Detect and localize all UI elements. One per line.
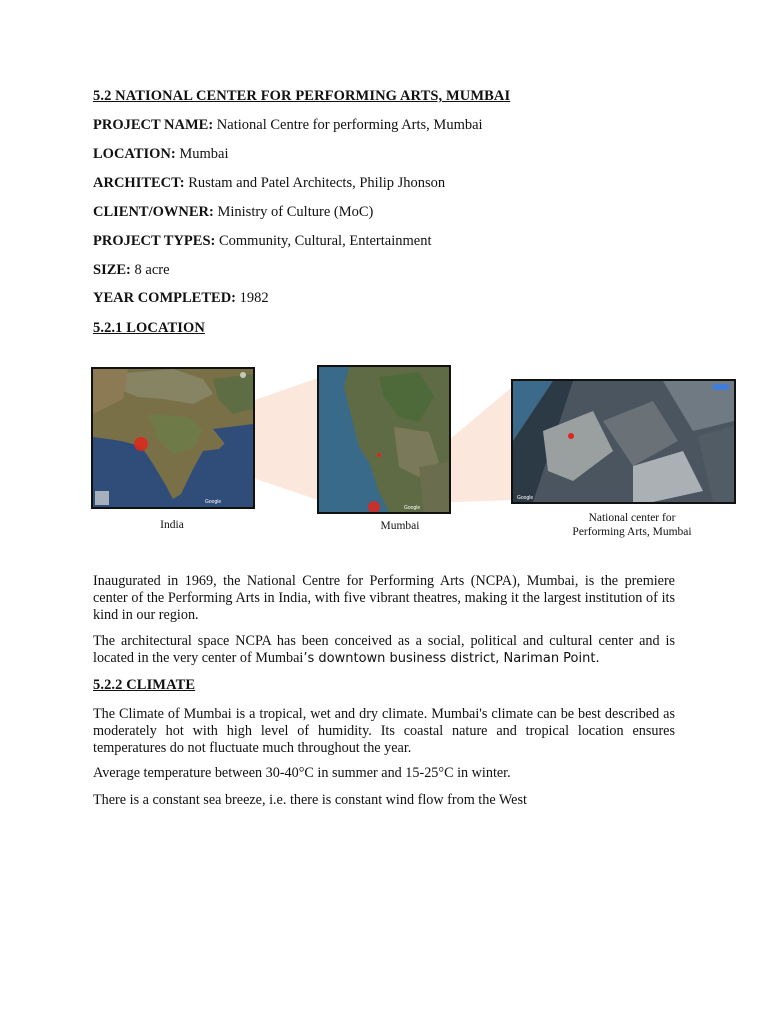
mumbai-satellite-map	[319, 367, 449, 512]
climate-paragraph-1: The Climate of Mumbai is a tropical, wet and dry climate. Mumbai's climate can be best described as moderately hot with high level of humidity. Its coastal nature and tropical location ensures temperatures do not fluctuate much throughout the year.	[93, 706, 675, 756]
field-label: PROJECT TYPES:	[93, 233, 216, 249]
caption-india: India	[160, 519, 184, 531]
india-map-image	[91, 367, 255, 509]
location-paragraph-2-text: The architectural space NCPA has been conceived as a social, political and cultural center and is located in the very center of Mumbai	[93, 633, 675, 666]
mumbai-map-image	[317, 365, 451, 514]
svg-text:Google: Google	[517, 495, 534, 501]
field-value: Community, Cultural, Entertainment	[218, 233, 432, 249]
climate-paragraph-3: There is a constant sea breeze, i.e. there is constant wind flow from the West	[93, 792, 527, 808]
field-value: Mumbai	[179, 146, 229, 162]
ncpa-satellite-map	[513, 381, 734, 502]
caption-ncpa-line1: National center for	[588, 512, 676, 524]
caption-ncpa-line2: Performing Arts, Mumbai	[572, 526, 692, 538]
location-paragraph-2-tail: ’s downtown business district, Nariman Point.	[303, 650, 600, 666]
field-label: SIZE:	[93, 262, 131, 278]
field-label: CLIENT/OWNER:	[93, 204, 214, 220]
climate-title: 5.2.2 CLIMATE	[93, 677, 196, 693]
field-value: 8 acre	[134, 262, 170, 278]
svg-text:Google: Google	[404, 505, 421, 511]
caption-mumbai: Mumbai	[380, 520, 420, 532]
field-label: LOCATION:	[93, 146, 176, 162]
location-paragraph-2	[93, 633, 675, 668]
field-value: Ministry of Culture (MoC)	[217, 204, 374, 220]
field-value: National Centre for performing Arts, Mumbai	[216, 117, 483, 133]
field-value: Rustam and Patel Architects, Philip Jhonson	[188, 175, 446, 191]
field-label: ARCHITECT:	[93, 175, 185, 191]
india-satellite-map	[93, 369, 253, 507]
field-label: YEAR COMPLETED:	[93, 290, 236, 306]
caption-ncpa	[552, 511, 712, 539]
section-title: 5.2 NATIONAL CENTER FOR PERFORMING ARTS, MUMBAI	[93, 88, 511, 104]
svg-text:Google: Google	[205, 499, 222, 505]
mumbai-marker	[134, 437, 148, 451]
field-label: PROJECT NAME:	[93, 117, 214, 133]
ncpa-map-image	[511, 379, 736, 504]
location-paragraph-1: Inaugurated in 1969, the National Centre for Performing Arts (NCPA), Mumbai, is the premiere center of the Performing Arts in India, with five vibrant theatres, making it the largest institution of its kind in our region.	[93, 573, 675, 623]
location-title: 5.2.1 LOCATION	[93, 320, 205, 336]
field-value: 1982	[239, 290, 269, 306]
climate-paragraph-2: Average temperature between 30-40°C in summer and 15-25°C in winter.	[93, 765, 511, 781]
